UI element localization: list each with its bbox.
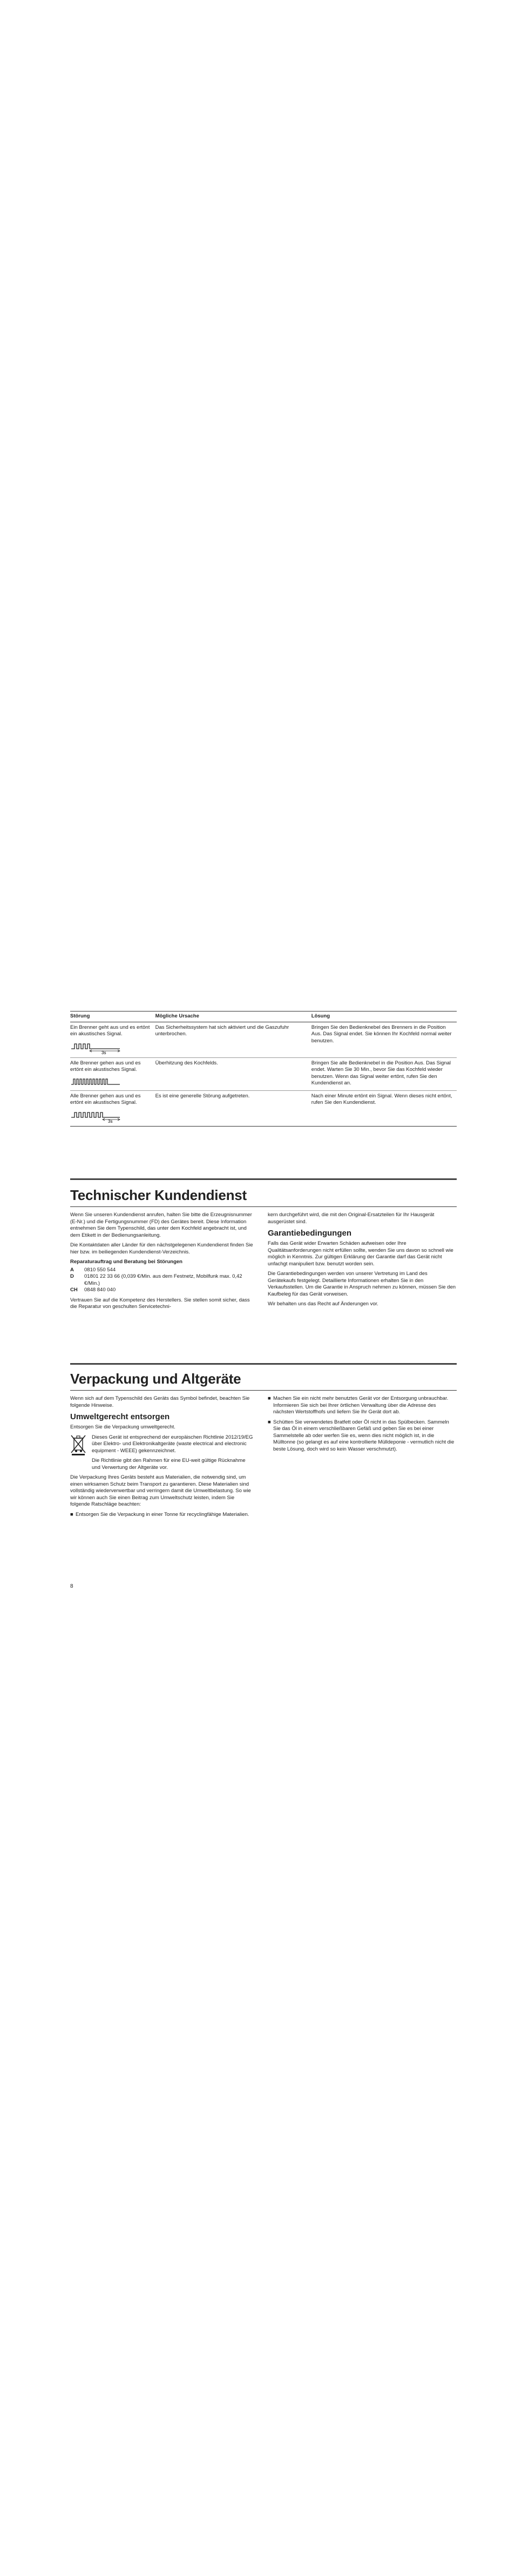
cause-text: Es ist eine generelle Störung aufgetreten. [155, 1093, 250, 1099]
repair-heading: Reparaturauftrag und Beratung bei Störungen [70, 1259, 182, 1265]
fault-text: Alle Brenner gehen aus und es ertönt ein akustisches Signal. [70, 1060, 141, 1073]
header-solution: Lösung [311, 1013, 330, 1019]
warranty-paragraph: Die Garantiebedingungen werden von unserer Vertretung im Land des Gerätekaufs festgelegt. Detaillierte Informationen erhalten Sie in den Verkaufsstellen. Um die Garantie in Anspruch nehmen zu können, müssen Sie den Kaufbeleg für das Gerät vorweisen. [268, 1271, 456, 1297]
section-divider [70, 1363, 457, 1365]
page-number: 8 [70, 1583, 73, 1589]
disposal-intro: Wenn sich auf dem Typenschild des Geräts das Symbol befindet, beachten Sie folgende Hinweise. [70, 1395, 250, 1408]
header-cause: Mögliche Ursache [155, 1013, 199, 1019]
table-header-row [70, 1011, 457, 1022]
service-left-column [70, 1212, 255, 1314]
phone-number: 01801 22 33 66 (0,039 €/Min. aus dem Festnetz, Mobilfunk max. 0,42 €/Min.) [84, 1273, 242, 1286]
country-code: A [70, 1266, 74, 1273]
bullet-icon: ■ [268, 1419, 271, 1425]
title-underline [70, 1206, 457, 1207]
solution-text: Bringen Sie den Bedienknebel des Brenners in die Position Aus. Das Signal endet. Sie können Ihr Kochfeld normal weiter benutzen. [311, 1024, 452, 1044]
cause-text: Überhitzung des Kochfelds. [155, 1060, 218, 1066]
solution-text: Bringen Sie alle Bedienknebel in die Position Aus. Das Signal endet. Warten Sie 30 Min., bevor Sie das Kochfeld wieder benutzen. Wenn das Signal weiter ertönt, rufen Sie den Kundendienst an. [311, 1060, 451, 1086]
phone-row [70, 1287, 255, 1294]
packaging-paragraph: Die Verpackung Ihres Geräts besteht aus Materialien, die notwendig sind, um einen wirksamen Schutz beim Transport zu garantieren. Diese Materialien sind vollständig wiederverwertbar und verringern damit die Umweltbelastung. So wie wir können auch Sie einen Beitrag zum Umweltschutz leisten, indem Sie folgende Ratschläge beachten: [70, 1474, 251, 1507]
table-row [70, 1058, 457, 1091]
bullet-icon: ■ [268, 1395, 271, 1401]
service-paragraph: Vertrauen Sie auf die Kompetenz des Herstellers. Sie stellen somit sicher, dass die Reparatur von geschulten Servicetechni- [70, 1297, 250, 1310]
header-fault: Störung [70, 1013, 90, 1019]
bullet-icon: ■ [70, 1511, 73, 1518]
service-paragraph: Wenn Sie unseren Kundendienst anrufen, halten Sie bitte die Erzeugnisnummer (E-Nr.) und die Fertigungsnummer (FD) des Gerätes bereit. Diese Information entnehmen Sie dem Typenschild, das unter dem Kochfeld angebracht ist, und dem Etikett in der Bedienungsanleitung. [70, 1212, 252, 1238]
env-heading: Umweltgerecht entsorgen [70, 1412, 170, 1421]
troubleshooting-table [70, 1011, 457, 1127]
solution-text: Nach einer Minute ertönt ein Signal. Wenn dieses nicht ertönt, rufen Sie den Kundendienst. [311, 1093, 452, 1105]
weee-paragraph: Die Richtlinie gibt den Rahmen für eine EU-weit gültige Rücknahme und Verwertung der Altgeräte vor. [92, 1458, 246, 1471]
signal-duration-label: 3s [108, 1118, 113, 1123]
signal-waveform-icon [70, 1076, 122, 1087]
section-divider [70, 1178, 457, 1180]
cause-text: Das Sicherheitssystem hat sich aktiviert und die Gaszufuhr unterbrochen. [155, 1024, 289, 1037]
weee-block [70, 1434, 255, 1472]
warranty-heading: Garantiebedingungen [268, 1229, 352, 1238]
service-right-column [268, 1212, 457, 1311]
env-paragraph: Entsorgen Sie die Verpackung umweltgerecht. [70, 1424, 175, 1430]
disposal-left-column [70, 1395, 255, 1521]
warranty-paragraph: Falls das Gerät wider Erwarten Schäden aufweisen oder Ihre Qualitätsanforderungen nicht erfüllen sollte, wenden Sie uns davon so schnell wie möglich in Kenntnis. Zur gültigen Erklärung der Garantie darf das Gerät nicht unfachgt manipuliert bzw. benutzt worden sein. [268, 1240, 453, 1267]
table-row [70, 1091, 457, 1127]
crossed-bin-icon [70, 1434, 86, 1456]
list-item: ■ Schütten Sie verwendetes Bratfett oder Öl nicht in das Spülbecken. Sammeln Sie das Öl in einem verschließbaren Gefäß und geben Sie es bei einer Sammelstelle ab oder werfen Sie es, wenn dies nicht möglich ist, in die Mülltonne (so gelangt es auf eine kontrollierte Mülldeponie - vermutlich nicht die beste Lösung, doch wird so kein Wasser verschmutzt). [268, 1419, 455, 1452]
country-code: CH [70, 1287, 78, 1293]
phone-row [70, 1267, 255, 1274]
phone-row [70, 1273, 255, 1287]
phone-number: 0810 550 544 [84, 1266, 116, 1273]
service-paragraph: Die Kontaktdaten aller Länder für den nächstgelegenen Kundendienst finden Sie hier bzw. im beiliegenden Kundendienst-Verzeichnis. [70, 1242, 253, 1255]
disposal-right-column [268, 1395, 457, 1456]
fault-text: Ein Brenner geht aus und es ertönt ein akustisches Signal. [70, 1024, 150, 1037]
signal-waveform-icon [70, 1040, 122, 1054]
weee-paragraph: Dieses Gerät ist entsprechend der europäischen Richtlinie 2012/19/EG über Elektro- und Elektronikaltgeräte (waste electrical and electronic equipment - WEEE) gekennzeichnet. [92, 1434, 253, 1454]
service-title: Technischer Kundendienst [70, 1187, 247, 1203]
title-underline [70, 1390, 457, 1391]
list-item: ■ Machen Sie ein nicht mehr benutztes Gerät vor der Entsorgung unbrauchbar. Informieren Sie sich bei Ihrer örtlichen Verwaltung über die Adresse des nächsten Wertstoffhofs und liefern Sie Ihr Gerät dort ab. [268, 1395, 449, 1415]
fault-text: Alle Brenner gehen aus und es ertönt ein akustisches Signal. [70, 1093, 141, 1105]
service-paragraph: kern durchgeführt wird, die mit den Original-Ersatzteilen für Ihr Hausgerät ausgerüstet sind. [268, 1212, 435, 1225]
phone-number: 0848 840 040 [84, 1287, 116, 1293]
signal-duration-label: 3s [101, 1050, 106, 1054]
country-code: D [70, 1273, 74, 1279]
signal-waveform-icon [70, 1109, 122, 1123]
warranty-paragraph: Wir behalten uns das Recht auf Änderungen vor. [268, 1301, 378, 1307]
disposal-title: Verpackung und Altgeräte [70, 1371, 241, 1387]
table-row [70, 1022, 457, 1058]
list-item: ■ Entsorgen Sie die Verpackung in einer Tonne für recyclingfähige Materialien. [70, 1511, 249, 1518]
